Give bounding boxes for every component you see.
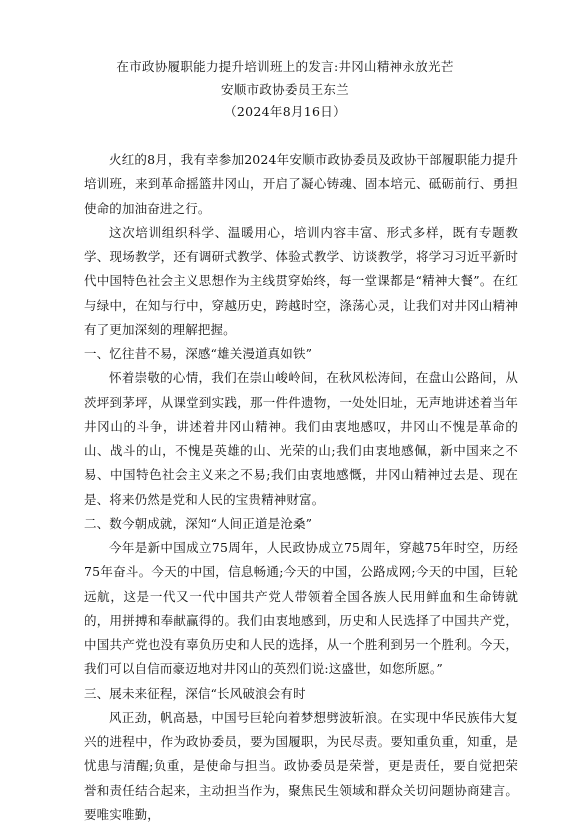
paragraph: 火红的8月，我有幸参加2024年安顺市政协委员及政协干部履职能力提升培训班，来到革命摇篮井冈山，开启了凝心铸魂、固本培元、砥砺前行、勇担使命的加油奋进之行。 bbox=[84, 152, 518, 216]
section-heading: 二、数今朝成就，深知“人间正道是沧桑” bbox=[84, 515, 313, 531]
paragraph: 风正劲，帆高悬，中国号巨轮向着梦想劈波斩浪。在实现中华民族伟大复兴的进程中，作为政协委员，要为国履职，为民尽责。要知重负重，知重，是忧患与清醒;负重，是使命与担当。政协委员是荣誉，更是责任，要自觉把荣誉和责任结合起来，主动担当作为，聚焦民生领域和群众关切问题协商建言。要唯实唯勤， bbox=[84, 709, 518, 822]
paragraph: 今年是新中国成立75周年，人民政协成立75周年，穿越75年时空，历经75年奋斗。今天的中国，信息畅通;今天的中国，公路成网;今天的中国，巨轮远航，这是一代又一代中国共产党人带领着全国各族人民用鲜血和生命铸就的，用拼搏和奉献赢得的。我们由衷地感到，历史和人民选择了中国共产党，中国共产党也没有辜负历史和人民的选择，从一个胜利到另一个胜利。今天，我们可以自信而豪迈地对井冈山的英烈们说:这盛世，如您所愿。” bbox=[84, 540, 518, 677]
section-heading: 一、忆往昔不易，深感“雄关漫道真如铁” bbox=[84, 346, 313, 361]
paragraph: 怀着崇敬的心情，我们在崇山峻岭间，在秋风松涛间，在盘山公路间，从茨坪到茅坪，从课堂到实践，那一件件遗物，一处处旧址，无声地讲述着当年井冈山的斗争，讲述着井冈山精神。我们由衷地感叹，井冈山不愧是革命的山、战斗的山，不愧是英雄的山、光荣的山;我们由衷地感佩，新中国来之不易、中国特色社会主义来之不易;我们由衷地感慨，井冈山精神过去是、现在是、将来仍然是党和人民的宝贵精神财富。 bbox=[84, 370, 518, 507]
section-heading: 三、展未来征程，深信“长风破浪会有时 bbox=[84, 685, 306, 701]
document-body bbox=[84, 148, 518, 827]
document-title: 在市政协履职能力提升培训班上的发言:井冈山精神永放光芒 bbox=[116, 59, 454, 74]
document-date: （2024年8月16日） bbox=[224, 104, 346, 119]
paragraph: 这次培训组织科学、温暖用心，培训内容丰富、形式多样，既有专题教学、现场教学，还有调研式教学、体验式教学、访谈教学，将学习习近平新时代中国特色社会主义思想作为主线贯穿始终，每一堂课都是“精神大餐”。在红与绿中，在知与行中，穿越历史，跨越时空，涤荡心灵，让我们对井冈山精神有了更加深刻的理解把握。 bbox=[84, 224, 518, 337]
document-author: 安顺市政协委员王东兰 bbox=[220, 82, 349, 97]
